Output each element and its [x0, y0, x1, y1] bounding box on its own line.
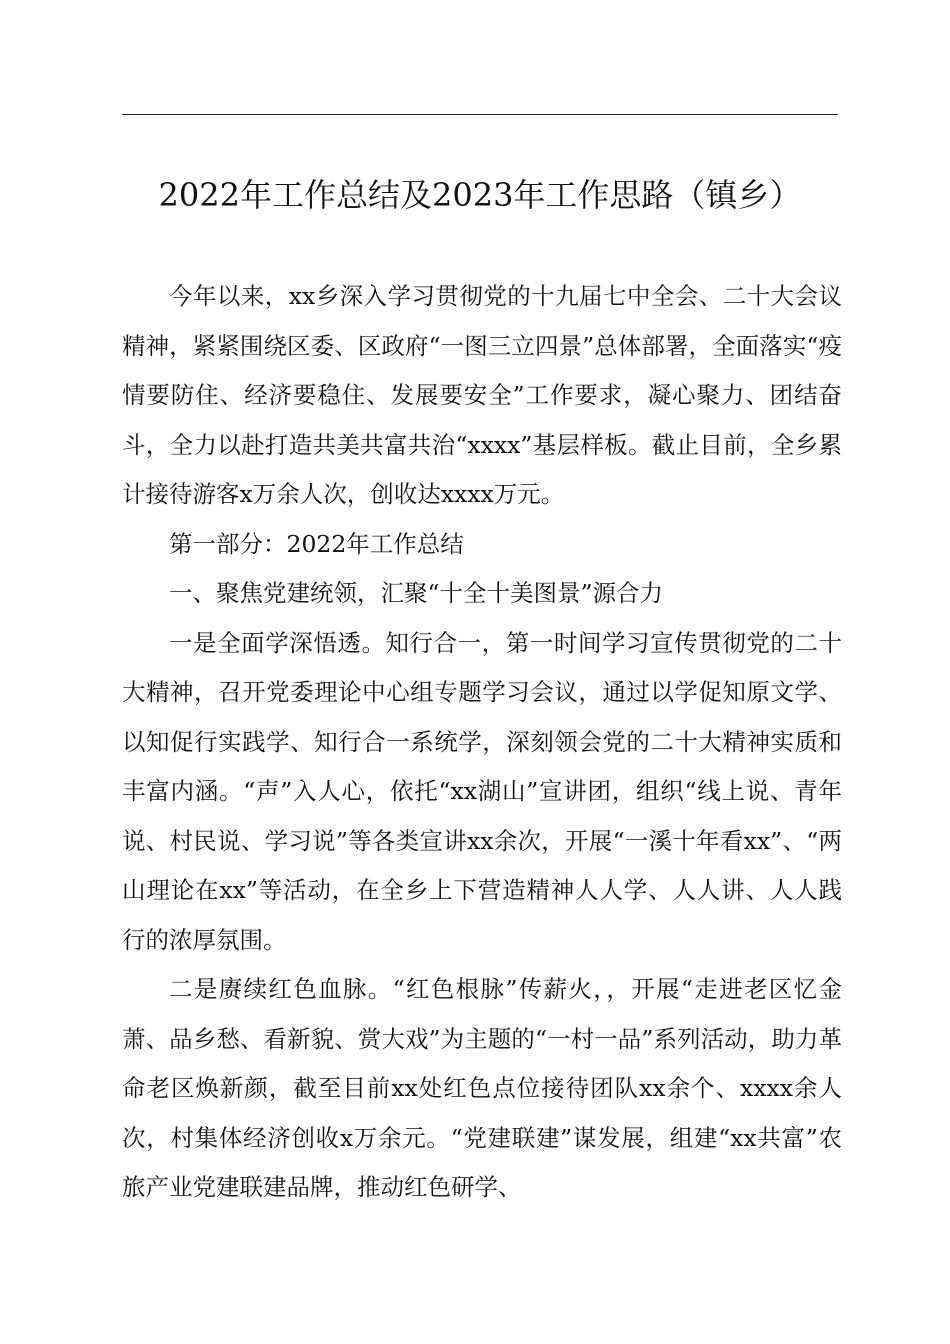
document-title: 2022年工作总结及2023年工作思路（镇乡）: [158, 176, 802, 214]
section-heading-1: 一、聚焦党建统领，汇聚“十全十美图景”源合力: [169, 579, 664, 607]
document-body: [122, 272, 842, 1213]
header-rule: [122, 114, 838, 115]
paragraph-red-heritage: 二是赓续红色血脉。“红色根脉”传薪火，，开展“走进老区忆金萧、品乡愁、看新貌、赏大戏”为主题的“一村一品”系列活动，助力革命老区焕新颜，截至目前xx处红色点位接待团队xx余个、xxxx余人次，村集体经济创收x万余元。“党建联建”谋发展，组建“xx共富”农旅产业党建联建品牌，推动红色研学、: [122, 975, 842, 1201]
paragraph-intro: 今年以来，xx乡深入学习贯彻党的十九届七中全会、二十大会议精神，紧紧围绕区委、区政府“一图三立四景”总体部署，全面落实“疫情要防住、经济要稳住、发展要安全”工作要求，凝心聚力、团结奋斗，全力以赴打造共美共富共治“xxxx”基层样板。截止目前，全乡累计接待游客x万余人次，创收达xxxx万元。: [122, 282, 842, 508]
section-heading-part-one: 第一部分：2022年工作总结: [169, 529, 464, 558]
paragraph-study: 一是全面学深悟透。知行合一，第一时间学习宣传贯彻党的二十大精神，召开党委理论中心组专题学习会议，通过以学促知原文学、以知促行实践学、知行合一系统学，深刻领会党的二十大精神实质和丰富内涵。“声”入人心，依托“xx湖山”宣讲团，组织“线上说、青年说、村民说、学习说”等各类宣讲xx余次，开展“一溪十年看xx”、“两山理论在xx”等活动，在全乡上下营造精神人人学、人人讲、人人践行的浓厚氛围。: [122, 628, 842, 954]
